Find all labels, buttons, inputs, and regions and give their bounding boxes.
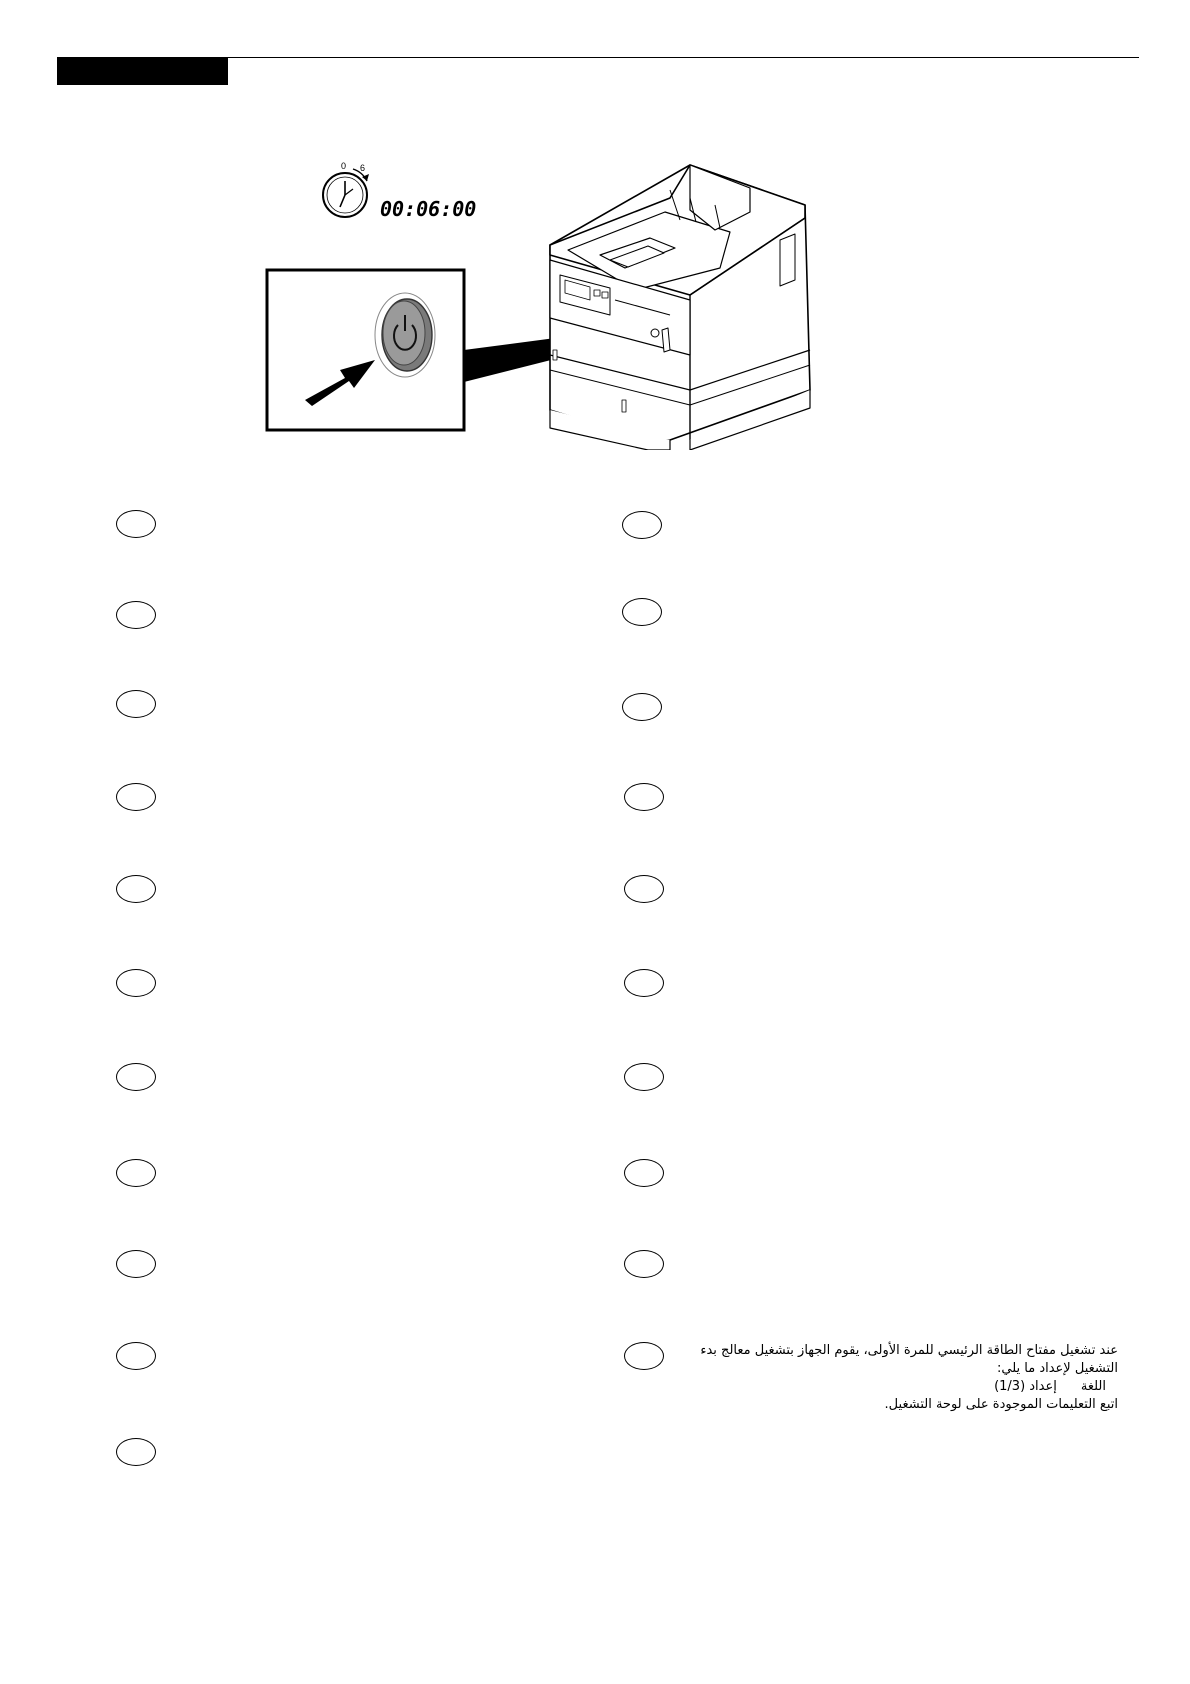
language-marker-right-5 — [624, 875, 664, 903]
language-marker-right-6 — [624, 969, 664, 997]
language-marker-left-8 — [116, 1159, 156, 1187]
language-marker-left-2 — [116, 601, 156, 629]
language-marker-left-7 — [116, 1063, 156, 1091]
language-marker-right-8 — [624, 1159, 664, 1187]
setup-language-label: اللغة — [1080, 1379, 1106, 1394]
timer-display: 00:06:00 — [380, 197, 477, 221]
illustration-svg — [250, 150, 830, 450]
language-marker-left-6 — [116, 969, 156, 997]
language-marker-left-3 — [116, 690, 156, 718]
language-marker-right-9 — [624, 1250, 664, 1278]
power-button-icon — [375, 293, 435, 377]
setup-step-label: إعداد (1/3) — [994, 1379, 1057, 1394]
language-marker-right-4 — [624, 783, 664, 811]
language-marker-left-5 — [116, 875, 156, 903]
header-tab — [57, 57, 228, 85]
arabic-instructions — [640, 1342, 1118, 1414]
clock-number-6: 6 — [360, 163, 366, 173]
language-marker-right-7 — [624, 1063, 664, 1091]
language-marker-left-4 — [116, 783, 156, 811]
language-marker-left-9 — [116, 1250, 156, 1278]
language-marker-left-10 — [116, 1342, 156, 1370]
language-marker-left-1 — [116, 510, 156, 538]
language-marker-right-3 — [622, 693, 662, 721]
instruction-line-1: عند تشغيل مفتاح الطاقة الرئيسي للمرة الأولى، يقوم الجهاز بتشغيل معالج بدء — [700, 1343, 1118, 1358]
clock-number-0: 0 — [341, 161, 347, 171]
printer-icon — [550, 165, 810, 450]
setup-step-row — [640, 1378, 1118, 1396]
clock-icon — [323, 161, 369, 217]
power-on-illustration — [250, 150, 830, 450]
language-marker-left-11 — [116, 1438, 156, 1466]
instruction-line-4: اتبع التعليمات الموجودة على لوحة التشغيل. — [884, 1397, 1118, 1412]
language-marker-right-2 — [622, 598, 662, 626]
language-marker-right-1 — [622, 511, 662, 539]
instruction-line-2: التشغيل لإعداد ما يلي: — [997, 1361, 1118, 1376]
